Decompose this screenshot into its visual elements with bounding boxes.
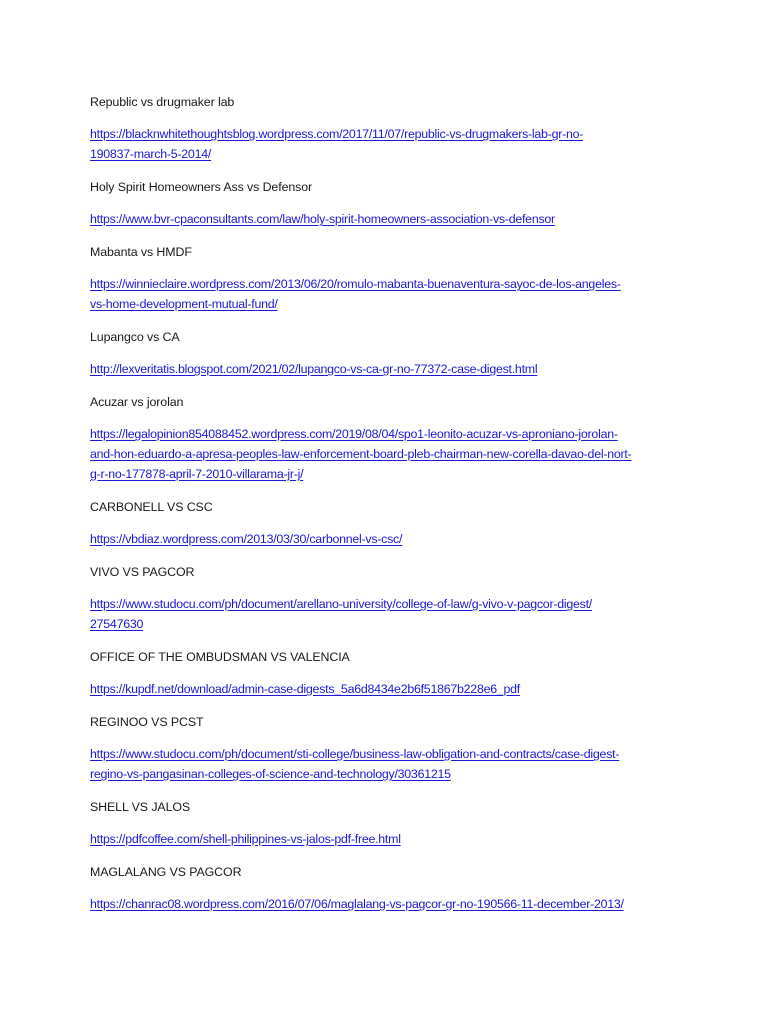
case-title: Mabanta vs HMDF	[90, 245, 192, 259]
list-item	[90, 242, 690, 314]
case-link[interactable]: https://legalopinion854088452.wordpress.com/2019/08/04/spo1-leonito-acuzar-vs-aproniano-jorolan- and-hon-eduardo-a-apresa-peoples-law-enforcement-board-pleb-chairman-new-corella-davao-del-nort- g-r-no-177878-april-7-2010-villarama-jr-j/	[90, 427, 632, 481]
case-link[interactable]: https://winnieclaire.wordpress.com/2013/06/20/romulo-mabanta-buenaventura-sayoc-de-los-angeles- vs-home-development-mutual-fund/	[90, 277, 621, 311]
case-title: MAGLALANG VS PAGCOR	[90, 865, 242, 879]
case-list	[90, 92, 690, 927]
list-item	[90, 327, 690, 379]
case-link[interactable]: https://chanrac08.wordpress.com/2016/07/06/maglalang-vs-pagcor-gr-no-190566-11-december-2013/	[90, 897, 624, 911]
case-link[interactable]: https://vbdiaz.wordpress.com/2013/03/30/carbonnel-vs-csc/	[90, 532, 403, 546]
list-item	[90, 647, 690, 699]
case-title: Republic vs drugmaker lab	[90, 95, 235, 109]
case-link[interactable]: https://pdfcoffee.com/shell-philippines-vs-jalos-pdf-free.html	[90, 832, 401, 846]
case-link[interactable]: https://www.studocu.com/ph/document/sti-college/business-law-obligation-and-contracts/case-digest- regino-vs-pangasinan-colleges-of-science-and-technology/30361215	[90, 747, 620, 781]
case-link[interactable]: https://blacknwhitethoughtsblog.wordpress.com/2017/11/07/republic-vs-drugmakers-lab-gr-no- 190837-march-5-2014/	[90, 127, 584, 161]
list-item	[90, 497, 690, 549]
case-link[interactable]: https://kupdf.net/download/admin-case-digests_5a6d8434e2b6f51867b228e6_pdf	[90, 682, 520, 696]
case-title: CARBONELL VS CSC	[90, 500, 213, 514]
list-item	[90, 177, 690, 229]
case-title: Holy Spirit Homeowners Ass vs Defensor	[90, 180, 313, 194]
case-title: Acuzar vs jorolan	[90, 395, 184, 409]
case-title: REGINOO VS PCST	[90, 715, 204, 729]
list-item	[90, 92, 690, 164]
list-item	[90, 712, 690, 784]
case-title: SHELL VS JALOS	[90, 800, 191, 814]
case-title: OFFICE OF THE OMBUDSMAN VS VALENCIA	[90, 650, 350, 664]
case-link[interactable]: https://www.studocu.com/ph/document/arellano-university/college-of-law/g-vivo-v-pagcor-digest/ 27547630	[90, 597, 592, 631]
list-item	[90, 392, 690, 484]
case-title: VIVO VS PAGCOR	[90, 565, 195, 579]
case-link[interactable]: https://www.bvr-cpaconsultants.com/law/holy-spirit-homeowners-association-vs-defensor	[90, 212, 555, 226]
list-item	[90, 797, 690, 849]
list-item	[90, 862, 690, 914]
case-title: Lupangco vs CA	[90, 330, 180, 344]
case-link[interactable]: http://lexveritatis.blogspot.com/2021/02/lupangco-vs-ca-gr-no-77372-case-digest.html	[90, 362, 538, 376]
list-item	[90, 562, 690, 634]
